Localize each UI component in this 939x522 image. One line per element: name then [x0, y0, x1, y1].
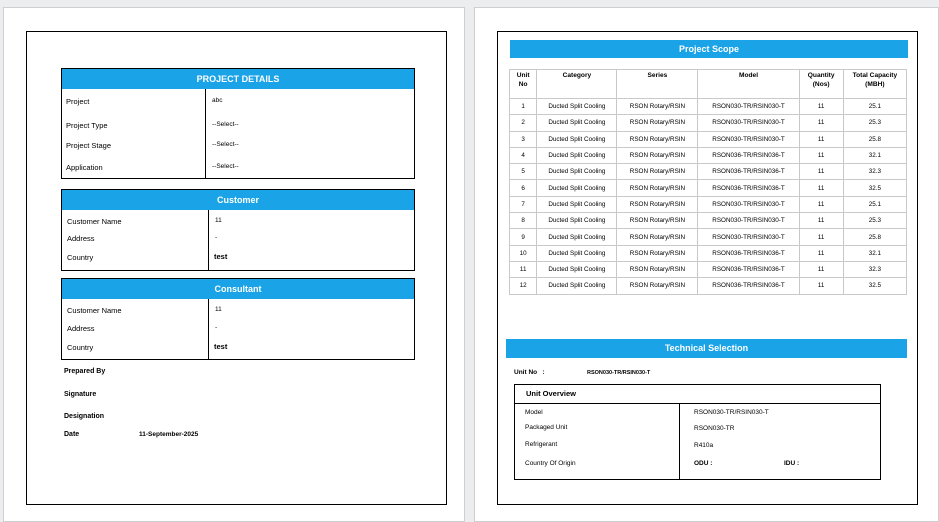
- packaged-unit-value: RSON030-TR: [694, 425, 735, 432]
- cell-quantity: 11: [799, 131, 843, 147]
- cell-quantity: 11: [799, 164, 843, 180]
- col-category: Category: [537, 70, 617, 99]
- report-page-1: [3, 7, 465, 522]
- unit-overview-separator: [515, 403, 880, 404]
- cell-category: Ducted Split Cooling: [537, 278, 617, 294]
- cell-series: RSON Rotary/RSIN: [617, 278, 698, 294]
- model-value: RSON030-TR/RSIN030-T: [694, 409, 769, 416]
- cell-quantity: 11: [799, 180, 843, 196]
- cell-unit-no: 1: [510, 99, 537, 115]
- cell-total-capacity: 25.1: [843, 99, 906, 115]
- cell-model: RSON030-TR/RSIN030-T: [698, 115, 799, 131]
- odu-label: ODU :: [694, 460, 713, 467]
- project-scope-table: [509, 69, 907, 295]
- col-unit-no: Unit No: [510, 70, 537, 99]
- cell-quantity: 11: [799, 115, 843, 131]
- unit-overview-divider: [679, 403, 680, 479]
- unit-no-label: Unit No :: [514, 369, 545, 376]
- cell-category: Ducted Split Cooling: [537, 131, 617, 147]
- cell-model: RSON036-TR/RSIN036-T: [698, 245, 799, 261]
- col-quantity: Quantity (Nos): [799, 70, 843, 99]
- prepared-by-label: Prepared By: [64, 368, 106, 375]
- customer-address-label: Address: [67, 234, 95, 243]
- cell-total-capacity: 25.8: [843, 131, 906, 147]
- customer-name-label: Customer Name: [67, 217, 122, 226]
- cell-model: RSON036-TR/RSIN036-T: [698, 147, 799, 163]
- cell-quantity: 11: [799, 278, 843, 294]
- page-bottom-border: [26, 504, 447, 505]
- cell-unit-no: 4: [510, 147, 537, 163]
- cell-unit-no: 10: [510, 245, 537, 261]
- cell-unit-no: 8: [510, 213, 537, 229]
- cell-quantity: 11: [799, 196, 843, 212]
- cell-model: RSON030-TR/RSIN030-T: [698, 229, 799, 245]
- packaged-unit-label: Packaged Unit: [525, 424, 568, 431]
- cell-model: RSON030-TR/RSIN030-T: [698, 196, 799, 212]
- cell-category: Ducted Split Cooling: [537, 229, 617, 245]
- cell-series: RSON Rotary/RSIN: [617, 196, 698, 212]
- cell-unit-no: 5: [510, 164, 537, 180]
- cell-series: RSON Rotary/RSIN: [617, 164, 698, 180]
- cell-category: Ducted Split Cooling: [537, 99, 617, 115]
- refrigerant-value: R410a: [694, 442, 714, 449]
- customer-country-label: Country: [67, 253, 94, 262]
- cell-model: RSON036-TR/RSIN036-T: [698, 164, 799, 180]
- project-details-title: PROJECT DETAILS: [62, 69, 414, 89]
- cell-series: RSON Rotary/RSIN: [617, 261, 698, 277]
- refrigerant-label: Refrigerant: [525, 441, 558, 448]
- cell-quantity: 11: [799, 213, 843, 229]
- consultant-name-label: Customer Name: [67, 306, 122, 315]
- cell-total-capacity: 32.1: [843, 147, 906, 163]
- cell-model: RSON036-TR/RSIN036-T: [698, 180, 799, 196]
- cell-category: Ducted Split Cooling: [537, 147, 617, 163]
- consultant-address-label: Address: [67, 324, 95, 333]
- cell-quantity: 11: [799, 229, 843, 245]
- cell-category: Ducted Split Cooling: [537, 261, 617, 277]
- unit-overview-title: Unit Overview: [526, 389, 577, 398]
- cell-total-capacity: 25.8: [843, 229, 906, 245]
- cell-category: Ducted Split Cooling: [537, 213, 617, 229]
- consultant-divider: [208, 299, 209, 359]
- table-row: [510, 164, 907, 180]
- cell-model: RSON030-TR/RSIN030-T: [698, 131, 799, 147]
- cell-category: Ducted Split Cooling: [537, 164, 617, 180]
- customer-name-value: 11: [215, 217, 222, 224]
- technical-selection-title: Technical Selection: [506, 339, 907, 358]
- table-row: [510, 196, 907, 212]
- signature-label: Signature: [64, 391, 97, 398]
- page-right-border: [446, 70, 447, 505]
- page-header-box: [26, 31, 447, 70]
- model-label: Model: [525, 409, 543, 416]
- cell-quantity: 11: [799, 261, 843, 277]
- cell-quantity: 11: [799, 245, 843, 261]
- cell-model: RSON030-TR/RSIN030-T: [698, 213, 799, 229]
- cell-total-capacity: 25.3: [843, 213, 906, 229]
- cell-series: RSON Rotary/RSIN: [617, 131, 698, 147]
- cell-unit-no: 2: [510, 115, 537, 131]
- table-row: [510, 229, 907, 245]
- project-stage-value: --Select--: [212, 141, 239, 148]
- application-value: --Select--: [212, 163, 239, 170]
- date-label: Date: [64, 431, 80, 438]
- cell-total-capacity: 25.1: [843, 196, 906, 212]
- cell-total-capacity: 32.5: [843, 180, 906, 196]
- page-left-border: [26, 70, 27, 505]
- report-page-2: [474, 7, 939, 522]
- table-row: [510, 180, 907, 196]
- consultant-country-value: test: [214, 342, 228, 351]
- cell-category: Ducted Split Cooling: [537, 196, 617, 212]
- unit-no-value: RSON030-TR/RSIN030-T: [587, 370, 651, 376]
- cell-category: Ducted Split Cooling: [537, 180, 617, 196]
- cell-unit-no: 6: [510, 180, 537, 196]
- cell-total-capacity: 32.3: [843, 164, 906, 180]
- cell-model: RSON036-TR/RSIN036-T: [698, 278, 799, 294]
- designation-label: Designation: [64, 413, 105, 420]
- table-row: [510, 278, 907, 294]
- project-details-divider: [205, 89, 206, 178]
- cell-series: RSON Rotary/RSIN: [617, 213, 698, 229]
- cell-total-capacity: 32.1: [843, 245, 906, 261]
- project-scope-title: Project Scope: [510, 40, 908, 58]
- consultant-country-label: Country: [67, 343, 94, 352]
- cell-category: Ducted Split Cooling: [537, 245, 617, 261]
- cell-series: RSON Rotary/RSIN: [617, 115, 698, 131]
- cell-unit-no: 9: [510, 229, 537, 245]
- table-row: [510, 115, 907, 131]
- table-row: [510, 245, 907, 261]
- col-model: Model: [698, 70, 799, 99]
- unit-overview-box: [514, 384, 881, 480]
- date-value: 11-September-2025: [139, 431, 199, 438]
- table-row: [510, 131, 907, 147]
- customer-address-value: -: [215, 234, 218, 241]
- cell-series: RSON Rotary/RSIN: [617, 180, 698, 196]
- cell-model: RSON036-TR/RSIN036-T: [698, 261, 799, 277]
- consultant-address-value: -: [215, 324, 218, 331]
- project-stage-label: Project Stage: [66, 141, 112, 150]
- idu-label: IDU :: [784, 460, 800, 467]
- cell-model: RSON030-TR/RSIN030-T: [698, 99, 799, 115]
- application-label: Application: [66, 163, 103, 172]
- project-label: Project: [66, 97, 90, 106]
- cell-series: RSON Rotary/RSIN: [617, 99, 698, 115]
- consultant-section: [61, 278, 415, 360]
- cell-series: RSON Rotary/RSIN: [617, 229, 698, 245]
- cell-quantity: 11: [799, 99, 843, 115]
- cell-unit-no: 12: [510, 278, 537, 294]
- col-total-capacity: Total Capacity (MBH): [843, 70, 906, 99]
- cell-unit-no: 3: [510, 131, 537, 147]
- cell-unit-no: 7: [510, 196, 537, 212]
- project-details-section: [61, 68, 415, 179]
- table-row: [510, 147, 907, 163]
- project-scope-header-row: [510, 70, 907, 99]
- project-type-label: Project Type: [66, 121, 108, 130]
- table-row: [510, 99, 907, 115]
- cell-unit-no: 11: [510, 261, 537, 277]
- project-value: abc: [212, 97, 223, 104]
- cell-series: RSON Rotary/RSIN: [617, 147, 698, 163]
- col-series: Series: [617, 70, 698, 99]
- cell-series: RSON Rotary/RSIN: [617, 245, 698, 261]
- cell-total-capacity: 25.3: [843, 115, 906, 131]
- consultant-title: Consultant: [62, 279, 414, 299]
- cell-total-capacity: 32.3: [843, 261, 906, 277]
- table-row: [510, 261, 907, 277]
- cell-category: Ducted Split Cooling: [537, 115, 617, 131]
- customer-divider: [208, 210, 209, 270]
- cell-total-capacity: 32.5: [843, 278, 906, 294]
- customer-title: Customer: [62, 190, 414, 210]
- country-of-origin-label: Country Of Origin: [525, 460, 576, 467]
- table-row: [510, 213, 907, 229]
- cell-quantity: 11: [799, 147, 843, 163]
- project-type-value: --Select--: [212, 121, 239, 128]
- customer-section: [61, 189, 415, 271]
- consultant-name-value: 11: [215, 306, 222, 313]
- customer-country-value: test: [214, 252, 228, 261]
